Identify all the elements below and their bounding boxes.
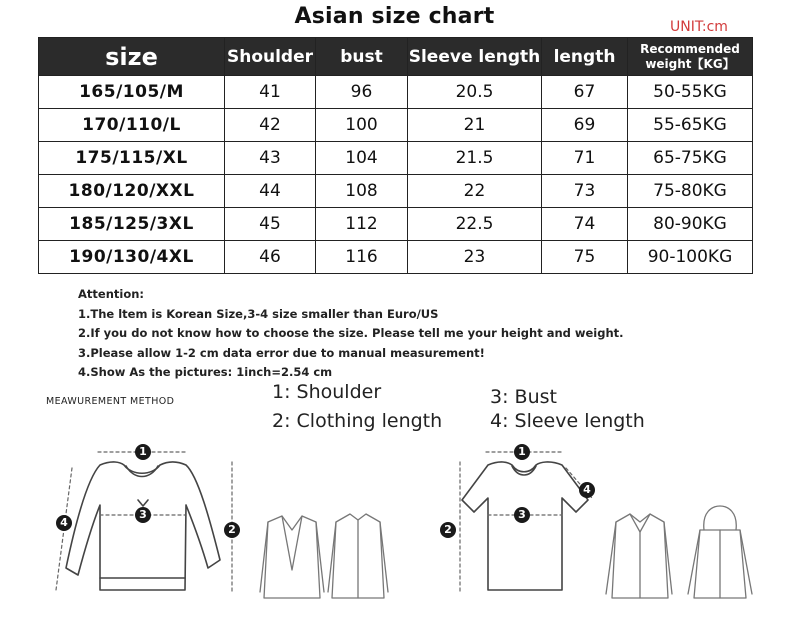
cell-weight: 90-100KG <box>628 241 753 274</box>
measure-badge-bust: 3 <box>514 507 530 523</box>
cell-bust: 104 <box>316 142 408 175</box>
legend-clothing-length: 2: Clothing length <box>272 410 443 432</box>
cell-bust: 116 <box>316 241 408 274</box>
cell-sleeve-length: 21.5 <box>408 142 542 175</box>
cell-weight: 65-75KG <box>628 142 753 175</box>
cell-shoulder: 43 <box>225 142 316 175</box>
cell-size: 175/115/XL <box>39 142 225 175</box>
header-size: size <box>39 38 225 76</box>
legend-shoulder: 1: Shoulder <box>272 381 382 403</box>
blazer-icon <box>260 516 324 598</box>
cell-bust: 108 <box>316 175 408 208</box>
header-shoulder: Shoulder <box>225 38 316 76</box>
cell-sleeve-length: 22 <box>408 175 542 208</box>
cell-weight: 55-65KG <box>628 109 753 142</box>
cell-bust: 96 <box>316 76 408 109</box>
cell-size: 165/105/M <box>39 76 225 109</box>
header-length: length <box>542 38 628 76</box>
cell-length: 75 <box>542 241 628 274</box>
header-recommended-weight: Recommended weight【KG】 <box>628 38 753 76</box>
cell-sleeve-length: 20.5 <box>408 76 542 109</box>
cell-size: 170/110/L <box>39 109 225 142</box>
header-sleeve-length: Sleeve length <box>408 38 542 76</box>
hoodie-icon <box>688 506 752 598</box>
cell-shoulder: 41 <box>225 76 316 109</box>
cell-size: 190/130/4XL <box>39 241 225 274</box>
measure-badge-length: 2 <box>440 522 456 538</box>
cell-weight: 75-80KG <box>628 175 753 208</box>
measure-badge-bust: 3 <box>135 507 151 523</box>
measurement-method-label: MEAWUREMENT METHOD <box>46 396 175 407</box>
cell-weight: 50-55KG <box>628 76 753 109</box>
measure-badge-sleeve: 4 <box>579 482 595 498</box>
cell-sleeve-length: 23 <box>408 241 542 274</box>
measure-badge-shoulder: 1 <box>514 444 530 460</box>
cell-shoulder: 45 <box>225 208 316 241</box>
cell-shoulder: 42 <box>225 109 316 142</box>
cell-length: 74 <box>542 208 628 241</box>
jacket-icon <box>328 514 388 598</box>
measure-badge-shoulder: 1 <box>135 444 151 460</box>
legend-bust: 3: Bust <box>490 386 557 408</box>
cell-length: 67 <box>542 76 628 109</box>
cell-length: 73 <box>542 175 628 208</box>
cell-length: 71 <box>542 142 628 175</box>
cell-shoulder: 44 <box>225 175 316 208</box>
cell-size: 180/120/XXL <box>39 175 225 208</box>
attention-line: 3.Please allow 1-2 cm data error due to manual measurement! <box>78 345 485 360</box>
header-bust: bust <box>316 38 408 76</box>
cell-shoulder: 46 <box>225 241 316 274</box>
dress-shirt-icon <box>606 514 672 598</box>
unit-label: UNIT:cm <box>670 19 728 35</box>
chart-title: Asian size chart <box>294 4 495 29</box>
cell-sleeve-length: 21 <box>408 109 542 142</box>
cell-sleeve-length: 22.5 <box>408 208 542 241</box>
measure-badge-length: 2 <box>224 522 240 538</box>
cell-bust: 100 <box>316 109 408 142</box>
attention-heading: Attention: <box>78 287 145 301</box>
attention-line: 2.If you do not know how to choose the size. Please tell me your height and weight. <box>78 326 624 340</box>
t-shirt-icon <box>462 462 588 590</box>
cell-bust: 112 <box>316 208 408 241</box>
long-sleeve-shirt-icon <box>66 462 220 590</box>
attention-line: 1.The ltem is Korean Size,3-4 size smaller than Euro/US <box>78 306 439 321</box>
cell-weight: 80-90KG <box>628 208 753 241</box>
attention-line: 4.Show As the pictures: 1inch=2.54 cm <box>78 365 333 379</box>
cell-size: 185/125/3XL <box>39 208 225 241</box>
cell-length: 69 <box>542 109 628 142</box>
legend-sleeve-length: 4: Sleeve length <box>490 410 645 432</box>
measure-badge-sleeve: 4 <box>56 515 72 531</box>
